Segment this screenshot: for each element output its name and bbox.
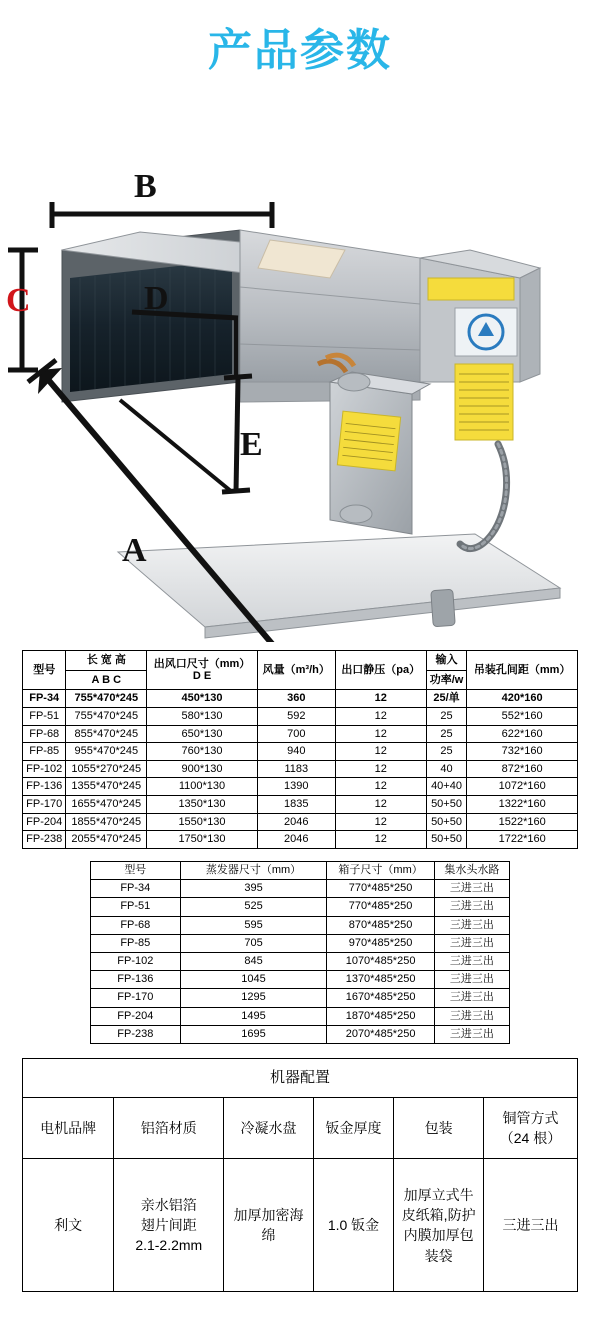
cell-outlet: 1100*130 [147,778,258,796]
table-header-row [91,862,510,880]
th-hanger: 吊装孔间距（mm） [467,651,578,690]
cell-airflow: 592 [257,707,335,725]
evaporator-table [90,861,510,1044]
cell-box: 1670*485*250 [327,989,434,1007]
cell-foil-line2: 翅片间距 [140,1217,197,1234]
table-row [23,743,578,761]
cell-dims: 855*470*245 [66,725,147,743]
th-pan: 冷凝水盘 [224,1097,313,1159]
cell-water: 三进三出 [434,1025,509,1043]
cell-pan [224,1159,313,1292]
cell-hanger: 622*160 [467,725,578,743]
cell-dims: 955*470*245 [66,743,147,761]
cell-model: FP-85 [91,934,181,952]
cell-evaporator: 845 [180,952,327,970]
cell-power: 50+50 [426,796,467,814]
th-power-top: 输入 [426,651,467,671]
cell-copper: 三进三出 [483,1159,577,1292]
table-row [23,707,578,725]
config-header-row [23,1097,578,1159]
dimension-label-a: A [122,532,147,569]
th-copper [483,1097,577,1159]
cell-water: 三进三出 [434,916,509,934]
cell-box: 770*485*250 [327,880,434,898]
cell-box: 770*485*250 [327,898,434,916]
cell-box: 1070*485*250 [327,952,434,970]
dimension-label-d: D [144,280,169,317]
th-airflow: 风量（m³/h） [257,651,335,690]
table-row [23,725,578,743]
config-table [22,1058,578,1292]
cell-pressure: 12 [335,778,426,796]
th-outlet-sub: D E [192,670,212,683]
th-motor: 电机品牌 [23,1097,114,1159]
cell-pressure: 12 [335,690,426,708]
cell-packing-line4: 装袋 [424,1247,453,1264]
cell-model: FP-170 [23,796,66,814]
cell-model: FP-204 [91,1007,181,1025]
cell-hanger: 552*160 [467,707,578,725]
table-row [91,916,510,934]
cell-model: FP-85 [23,743,66,761]
cell-dims: 755*470*245 [66,707,147,725]
cell-power: 25/单 [426,690,467,708]
cell-packing-line1: 加厚立式牛 [403,1186,474,1203]
cell-model: FP-238 [91,1025,181,1043]
th-box: 箱子尺寸（mm） [327,862,434,880]
table-row [91,934,510,952]
table-row [91,880,510,898]
cell-evaporator: 525 [180,898,327,916]
cell-airflow: 360 [257,690,335,708]
cell-dims: 755*470*245 [66,690,147,708]
table-row [91,952,510,970]
th-model: 型号 [91,862,181,880]
cell-airflow: 1183 [257,760,335,778]
cell-box: 1870*485*250 [327,1007,434,1025]
cell-water: 三进三出 [434,971,509,989]
table-row [23,760,578,778]
th-dims-sub: A B C [66,670,147,690]
th-packing: 包装 [394,1097,484,1159]
cell-outlet: 1550*130 [147,813,258,831]
cell-dims: 2055*470*245 [66,831,147,849]
cell-model: FP-102 [23,760,66,778]
cell-airflow: 2046 [257,831,335,849]
dimension-label-c: C [6,282,31,319]
cell-power: 40 [426,760,467,778]
cell-evaporator: 595 [180,916,327,934]
spec-table-body [23,690,578,849]
cell-pressure: 12 [335,796,426,814]
cell-power: 50+50 [426,831,467,849]
cell-pressure: 12 [335,725,426,743]
config-value-row [23,1159,578,1292]
cell-water: 三进三出 [434,989,509,1007]
cell-dims: 1355*470*245 [66,778,147,796]
cell-airflow: 700 [257,725,335,743]
cell-evaporator: 1695 [180,1025,327,1043]
cell-hanger: 1322*160 [467,796,578,814]
th-power-sub: 功率/w [426,670,467,690]
cell-pressure: 12 [335,831,426,849]
cell-pressure: 12 [335,760,426,778]
th-pressure: 出口静压（pa） [335,651,426,690]
th-copper-line2: （24 根） [499,1129,562,1146]
cell-model: FP-51 [91,898,181,916]
cell-hanger: 1722*160 [467,831,578,849]
page-title: 产品参数 [208,25,392,76]
cell-pan-line1: 加厚加密海 [233,1206,304,1223]
th-copper-line1: 铜管方式 [502,1109,559,1126]
cell-model: FP-68 [91,916,181,934]
cell-model: FP-68 [23,725,66,743]
cell-outlet: 760*130 [147,743,258,761]
table-row [91,971,510,989]
table-row [91,898,510,916]
cell-pressure: 12 [335,707,426,725]
cell-outlet: 580*130 [147,707,258,725]
cell-pressure: 12 [335,743,426,761]
cell-sheet: 1.0 钣金 [313,1159,394,1292]
cell-box: 870*485*250 [327,916,434,934]
cell-power: 50+50 [426,813,467,831]
table-row [91,989,510,1007]
table-header-row [23,651,578,671]
th-dims: 长 宽 高 [66,651,147,671]
cell-outlet: 1350*130 [147,796,258,814]
cell-model: FP-136 [91,971,181,989]
cell-motor: 利文 [23,1159,114,1292]
cell-foil [114,1159,224,1292]
cell-evaporator: 1295 [180,989,327,1007]
dimension-label-e: E [240,426,263,463]
cell-model: FP-170 [91,989,181,1007]
cell-hanger: 732*160 [467,743,578,761]
cell-evaporator: 395 [180,880,327,898]
table-row [23,778,578,796]
cell-evaporator: 705 [180,934,327,952]
table-row [91,1007,510,1025]
table-row [23,831,578,849]
table-row [23,813,578,831]
spec-table [22,650,578,849]
cell-airflow: 940 [257,743,335,761]
cell-foil-line1: 亲水铝箔 [140,1196,197,1213]
config-caption: 机器配置 [23,1058,578,1097]
cell-airflow: 1835 [257,796,335,814]
th-evaporator: 蒸发器尺寸（mm） [180,862,327,880]
cell-water: 三进三出 [434,898,509,916]
cell-pressure: 12 [335,813,426,831]
cell-water: 三进三出 [434,1007,509,1025]
cell-hanger: 872*160 [467,760,578,778]
cell-model: FP-34 [91,880,181,898]
th-outlet [147,651,258,690]
cell-pan-line2: 绵 [261,1227,276,1244]
cell-outlet: 1750*130 [147,831,258,849]
table-row [91,1025,510,1043]
cell-power: 25 [426,725,467,743]
config-caption-row [23,1058,578,1097]
cell-model: FP-238 [23,831,66,849]
cell-model: FP-204 [23,813,66,831]
th-outlet-top: 出风口尺寸（mm） [153,657,251,670]
cell-packing-line2: 皮纸箱,防护 [401,1206,476,1223]
th-foil: 铝箔材质 [114,1097,224,1159]
cell-foil-line3: 2.1-2.2mm [135,1237,203,1254]
cell-hanger: 1072*160 [467,778,578,796]
cell-hanger: 420*160 [467,690,578,708]
cell-packing-line3: 内膜加厚包 [403,1227,474,1244]
cell-power: 25 [426,743,467,761]
cell-dims: 1655*470*245 [66,796,147,814]
cell-model: FP-34 [23,690,66,708]
table-row [23,690,578,708]
cell-water: 三进三出 [434,952,509,970]
cell-water: 三进三出 [434,934,509,952]
th-model: 型号 [23,651,66,690]
cell-evaporator: 1045 [180,971,327,989]
cell-model: FP-136 [23,778,66,796]
th-sheet: 钣金厚度 [313,1097,394,1159]
cell-dims: 1055*270*245 [66,760,147,778]
cell-model: FP-51 [23,707,66,725]
cell-water: 三进三出 [434,880,509,898]
cell-airflow: 1390 [257,778,335,796]
cell-power: 40+40 [426,778,467,796]
cell-box: 970*485*250 [327,934,434,952]
cell-packing [394,1159,484,1292]
cell-outlet: 650*130 [147,725,258,743]
cell-model: FP-102 [91,952,181,970]
product-illustration-svg [0,82,600,642]
dimension-label-b: B [134,168,157,205]
cell-outlet: 450*130 [147,690,258,708]
cell-evaporator: 1495 [180,1007,327,1025]
evaporator-table-body [91,880,510,1044]
cell-dims: 1855*470*245 [66,813,147,831]
cell-box: 1370*485*250 [327,971,434,989]
table-row [23,796,578,814]
cell-hanger: 1522*160 [467,813,578,831]
cell-outlet: 900*130 [147,760,258,778]
cell-power: 25 [426,707,467,725]
th-water: 集水头水路 [434,862,509,880]
cell-box: 2070*485*250 [327,1025,434,1043]
cell-airflow: 2046 [257,813,335,831]
product-figure [0,82,600,642]
